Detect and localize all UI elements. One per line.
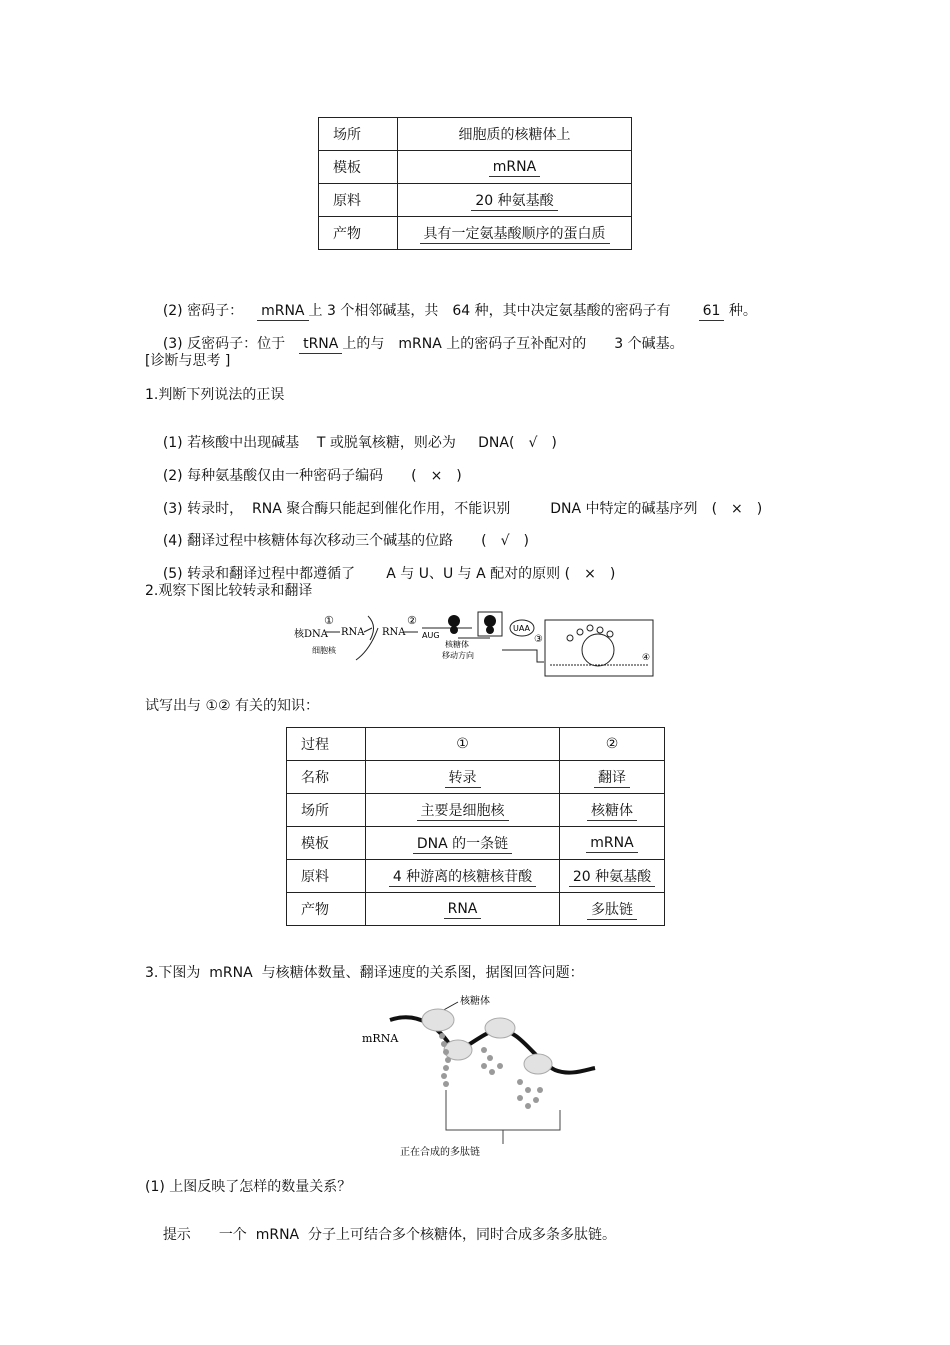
- polyribosome-figure: [360, 990, 600, 1160]
- step-3-marker: ③: [534, 634, 543, 645]
- nucleus-label: 细胞核: [312, 646, 336, 655]
- table-row: [319, 184, 632, 217]
- section-heading: [诊断与思考 ]: [145, 353, 231, 369]
- nuclear-membrane: [368, 616, 374, 640]
- cell: 翻译: [560, 761, 665, 794]
- aug-label: AUG: [422, 631, 440, 640]
- hint-line: 提示 一个 mRNA 分子上可结合多个核糖体，同时合成多条多肽链。: [162, 1227, 617, 1243]
- judge-item: (3) 转录时， RNA 聚合酶只能起到催化作用，不能识别 DNA 中特定的碱基序列 ( × ): [162, 501, 763, 517]
- table-row: [287, 761, 665, 794]
- step-1-marker: ①: [324, 614, 334, 627]
- row-key: 模板: [287, 827, 366, 860]
- rna-label: RNA: [341, 627, 365, 638]
- row-key: 模板: [319, 151, 398, 184]
- ribosome-label: 核糖体: [445, 640, 469, 649]
- row-value: 细胞质的核糖体上: [398, 118, 632, 151]
- direction-label: 移动方向: [442, 651, 474, 660]
- table-row: [287, 794, 665, 827]
- cell: 20 种氨基酸: [560, 860, 665, 893]
- row-key: 产物: [319, 217, 398, 250]
- table-row: [287, 860, 665, 893]
- transcription-translation-diagram: [292, 610, 657, 680]
- table-row: [319, 118, 632, 151]
- ribosome-icon: [422, 1009, 454, 1031]
- arrow-2: [364, 628, 372, 632]
- ribosome-icon: [450, 626, 458, 634]
- ribosome-label: 核糖体: [460, 996, 490, 1007]
- amino-acid-icon: [577, 629, 583, 635]
- table-row: [287, 827, 665, 860]
- sub-question: (1) 上图反映了怎样的数量关系？: [145, 1179, 352, 1195]
- row-value: mRNA: [398, 151, 632, 184]
- amino-acid-icon: [597, 627, 603, 633]
- question-title: 2.观察下图比较转录和翻译: [145, 583, 313, 599]
- table-row: [287, 893, 665, 926]
- translation-table: [318, 117, 632, 250]
- judge-item: (4) 翻译过程中核糖体每次移动三个碱基的位路 ( √ ): [162, 533, 529, 549]
- amino-acid-icon: [607, 631, 613, 637]
- cell: 转录: [366, 761, 560, 794]
- ribosome-icon: [582, 634, 614, 666]
- bracket-line: [446, 1090, 560, 1130]
- judge-item: (2) 每种氨基酸仅由一种密码子编码 ( × ): [162, 468, 462, 484]
- table-header-row: [287, 728, 665, 761]
- cell: 核糖体: [560, 794, 665, 827]
- polypeptide-label: 正在合成的多肽链: [400, 1147, 480, 1158]
- ribosome-icon: [484, 615, 496, 627]
- ribosome-icon: [524, 1054, 552, 1074]
- table-row: [319, 217, 632, 250]
- amino-acid-icon: [567, 635, 573, 641]
- ribosome-icon: [448, 615, 460, 627]
- row-key: 场所: [287, 794, 366, 827]
- question-title: 3.下图为 mRNA 与核糖体数量、翻译速度的关系图，据图回答问题：: [145, 965, 584, 981]
- cell: 4 种游离的核糖核苷酸: [366, 860, 560, 893]
- row-value: 具有一定氨基酸顺序的蛋白质: [398, 217, 632, 250]
- translation-zoom-box: [545, 620, 653, 676]
- ribosome-icon: [486, 626, 494, 634]
- mrna-label: mRNA: [362, 1032, 399, 1045]
- cell: DNA 的一条链: [366, 827, 560, 860]
- step-4-marker: ④: [642, 653, 651, 663]
- row-value: 20 种氨基酸: [398, 184, 632, 217]
- judge-item: (5) 转录和翻译过程中都遵循了 A 与 U、U 与 A 配对的原则 ( × ): [162, 566, 616, 582]
- ribosome-icon: [485, 1018, 515, 1038]
- anticodon-line: (3) 反密码子：位于 tRNA 上的与 mRNA 上的密码子互补配对的 3 个碱基。: [162, 336, 684, 352]
- nucleus-dna-label: 核DNA: [294, 629, 328, 640]
- header-cell: 过程: [287, 728, 366, 761]
- row-key: 原料: [319, 184, 398, 217]
- header-cell: ②: [560, 728, 665, 761]
- cell: 主要是细胞核: [366, 794, 560, 827]
- comparison-table: [286, 727, 665, 926]
- uaa-label: UAA: [513, 624, 531, 633]
- judge-item: (1) 若核酸中出现碱基 T 或脱氧核糖，则必为 DNA( √ ): [162, 435, 557, 451]
- rna-label: RNA: [382, 627, 406, 638]
- zoom-connector: [502, 650, 544, 662]
- codon-line: (2) 密码子： mRNA 上 3 个相邻碱基，共 64 种，其中决定氨基酸的密码子有 61 种。: [162, 303, 757, 319]
- row-key: 原料: [287, 860, 366, 893]
- cell: 多肽链: [560, 893, 665, 926]
- amino-acid-icon: [587, 625, 593, 631]
- question-prompt: 试写出与 ①② 有关的知识：: [145, 698, 320, 714]
- step-2-marker: ②: [407, 614, 417, 627]
- row-key: 场所: [319, 118, 398, 151]
- row-key: 产物: [287, 893, 366, 926]
- cell: mRNA: [560, 827, 665, 860]
- table-row: [319, 151, 632, 184]
- cell: RNA: [366, 893, 560, 926]
- row-key: 名称: [287, 761, 366, 794]
- header-cell: ①: [366, 728, 560, 761]
- question-title: 1.判断下列说法的正误: [145, 387, 285, 403]
